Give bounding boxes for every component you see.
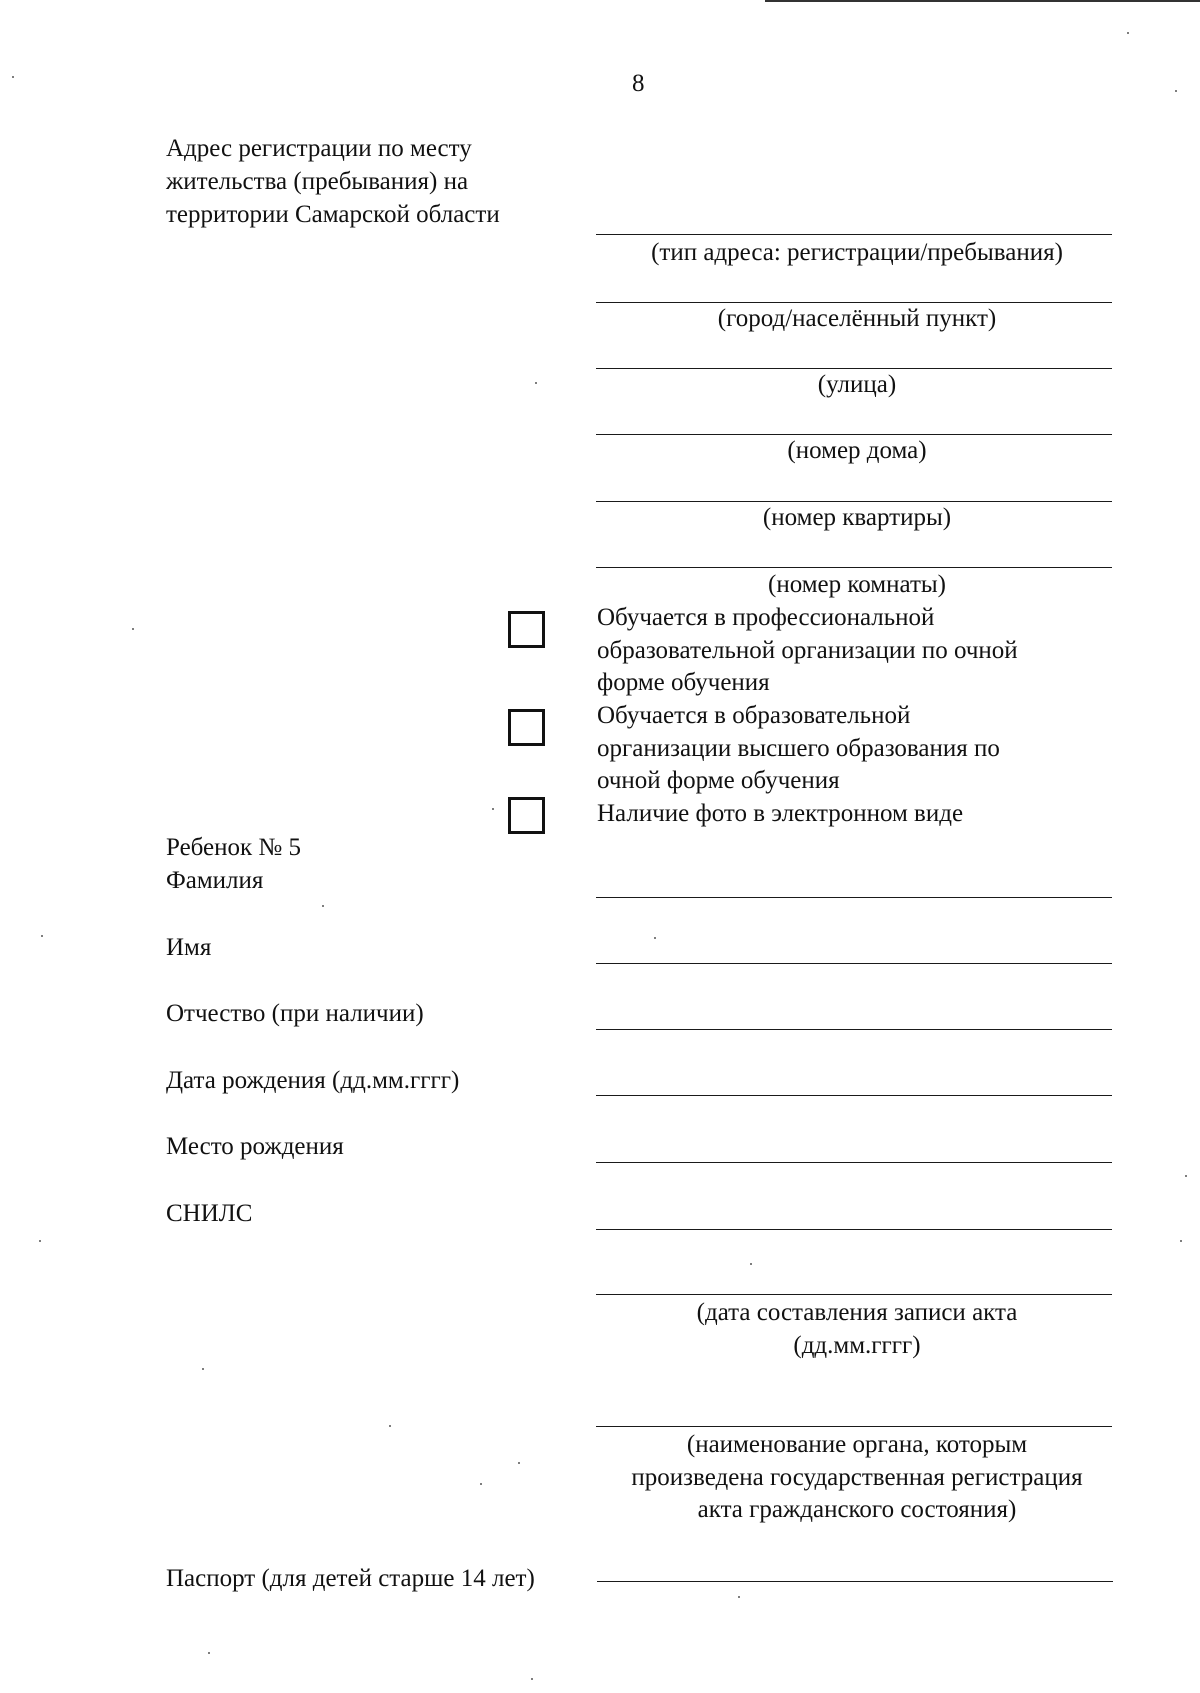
passport-label: Паспорт (для детей старше 14 лет)	[166, 1565, 535, 1592]
surname-field[interactable]	[596, 897, 1112, 898]
electronic-photo-checkbox[interactable]	[508, 797, 545, 834]
birth-place-field[interactable]	[596, 1162, 1112, 1163]
patronymic-label: Отчество (при наличии)	[166, 1000, 424, 1027]
city-caption: (город/населённый пункт)	[717, 305, 997, 332]
snils-field[interactable]	[596, 1229, 1112, 1230]
snils-label: СНИЛС	[166, 1200, 253, 1227]
scan-speck	[1127, 32, 1129, 34]
house-number-caption: (номер дома)	[787, 437, 927, 464]
scan-speck	[1180, 1240, 1182, 1242]
scan-speck	[39, 1240, 41, 1242]
surname-label: Фамилия	[166, 867, 264, 894]
scan-speck	[202, 1368, 204, 1370]
scan-speck	[1185, 1175, 1187, 1177]
address-type-caption: (тип адреса: регистрации/пребывания)	[651, 239, 1063, 266]
scan-speck	[535, 382, 537, 384]
top-edge-line	[765, 0, 1200, 2]
scan-speck	[208, 1652, 210, 1654]
address-label-line-3: территории Самарской области	[166, 201, 500, 228]
room-number-caption: (номер комнаты)	[768, 571, 946, 598]
scan-speck	[322, 905, 324, 907]
scan-speck	[492, 808, 494, 810]
first-name-label: Имя	[166, 934, 212, 961]
passport-field[interactable]	[597, 1581, 1113, 1582]
scan-speck	[750, 1263, 752, 1265]
registration-authority-caption: (наименование органа, которым произведена государственная регистрация акта гражданского состояния)	[631, 1431, 1083, 1523]
birth-date-label: Дата рождения (дд.мм.гггг)	[166, 1067, 460, 1094]
street-caption: (улица)	[817, 371, 897, 398]
apartment-number-caption: (номер квартиры)	[762, 504, 952, 531]
page-number: 8	[632, 70, 645, 97]
higher-education-label: Обучается в образовательной организации высшего образования по очной форме обучения	[597, 702, 1000, 794]
scan-speck	[654, 937, 656, 939]
scan-speck	[738, 1596, 740, 1598]
scan-speck	[389, 1425, 391, 1427]
scan-speck	[1175, 90, 1177, 92]
room-number-field[interactable]	[596, 567, 1112, 568]
record-date-caption: (дата составления записи акта (дд.мм.гггг)	[696, 1299, 1018, 1359]
electronic-photo-label: Наличие фото в электронном виде	[597, 800, 964, 827]
address-label-line-2: жительства (пребывания) на	[166, 168, 469, 195]
patronymic-field[interactable]	[596, 1029, 1112, 1030]
birth-date-field[interactable]	[596, 1095, 1112, 1096]
scan-speck	[12, 76, 14, 78]
scan-speck	[518, 1462, 520, 1464]
scan-speck	[41, 935, 43, 937]
birth-place-label: Место рождения	[166, 1133, 344, 1160]
record-date-field[interactable]	[596, 1294, 1112, 1295]
first-name-field[interactable]	[596, 963, 1112, 964]
vocational-education-label: Обучается в профессиональной образовательной организации по очной форме обучения	[597, 604, 1018, 696]
registration-authority-field[interactable]	[596, 1426, 1112, 1427]
address-label-line-1: Адрес регистрации по месту	[166, 135, 472, 162]
scan-speck	[132, 628, 134, 630]
higher-education-checkbox[interactable]	[508, 709, 545, 746]
scan-speck	[531, 1678, 533, 1680]
scan-speck	[480, 1483, 482, 1485]
address-type-field[interactable]	[596, 234, 1112, 235]
vocational-education-checkbox[interactable]	[508, 611, 545, 648]
child-heading: Ребенок № 5	[166, 834, 302, 861]
